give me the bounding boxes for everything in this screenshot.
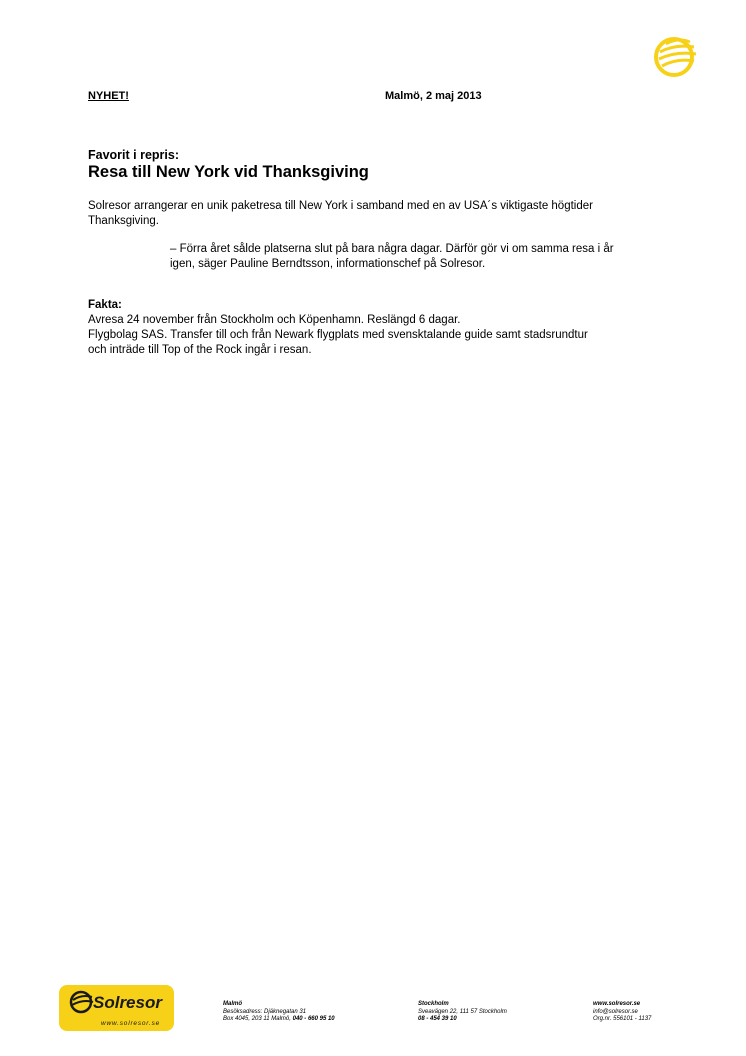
footer-malmo (223, 1001, 335, 1024)
intro-line: Solresor arrangerar en unik paketresa till New York i samband med en av USA´s viktigaste högtider (88, 200, 593, 212)
sun-logo-icon (650, 34, 700, 78)
quote-line: – Förra året sålde platserna slut på bara några dagar. Därför gör vi om samma resa i år (170, 243, 614, 255)
dateline: Malmö, 2 maj 2013 (385, 90, 482, 102)
quote-line: igen, säger Pauline Berndtsson, informationschef på Solresor. (170, 258, 486, 270)
facts-paragraph (88, 313, 668, 358)
brand-url: www.solresor.se (101, 1020, 161, 1027)
solresor-logo (59, 985, 174, 1031)
footer-city: Stockholm (418, 1001, 449, 1007)
article-subtitle: Favorit i repris: (88, 148, 179, 162)
intro-line: Thanksgiving. (88, 215, 159, 227)
footer-web-link[interactable]: www.solresor.se (593, 1001, 641, 1007)
news-label: NYHET! (88, 90, 129, 102)
footer-address: Besöksadress: Djäknegatan 31 (223, 1008, 307, 1015)
footer-stockholm (418, 1001, 507, 1024)
brand-name: Solresor (93, 993, 162, 1012)
footer-email-link[interactable]: info@solresor.se (593, 1008, 638, 1015)
footer-phone: 040 - 660 95 10 (292, 1016, 335, 1022)
footer-box: Box 4045, 203 11 Malmö, 040 - 660 95 10 (223, 1016, 335, 1022)
footer-phone: 08 - 454 39 10 (418, 1016, 457, 1022)
intro-paragraph (88, 199, 668, 229)
footer-contact (593, 1001, 651, 1024)
footer-address: Sveavägen 22, 111 57 Stockholm (418, 1008, 507, 1015)
facts-line: Flygbolag SAS. Transfer till och från Newark flygplats med svensktalande guide samt stadsrundtur (88, 329, 588, 341)
facts-heading: Fakta: (88, 299, 122, 311)
footer-city: Malmö (223, 1001, 243, 1007)
quote-paragraph (170, 242, 665, 272)
article-title: Resa till New York vid Thanksgiving (88, 163, 369, 181)
facts-line: och inträde till Top of the Rock ingår i resan. (88, 344, 312, 356)
facts-line: Avresa 24 november från Stockholm och Köpenhamn. Reslängd 6 dagar. (88, 314, 461, 326)
footer-org-number: Org.nr. 556101 - 1137 (593, 1016, 652, 1022)
